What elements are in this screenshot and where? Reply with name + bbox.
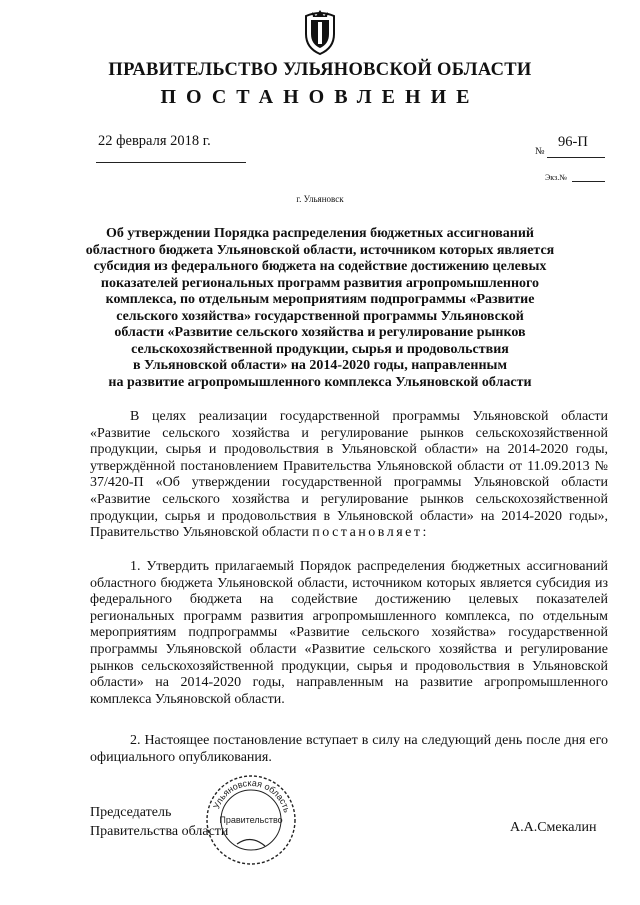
copy-number-underline [572,181,605,182]
official-seal [203,772,299,868]
document-type-heading: ПОСТАНОВЛЕНИЕ [160,86,480,108]
city-label: г. Ульяновск [296,194,344,204]
title-line: области «Развитие сельского хозяйства и регулирование рынков [114,325,526,340]
preamble-text: В целях реализации государственной программы Ульяновской области «Развитие сельского хозяйства и регулирование рынков сельскохозяйственной продукции, сырья и продовольствия в Ульяновской области» на 2014-2020 годы, утверждённой постановлением Правительства Ульяновской области от 11.09.2013 № 37/420-П «Об утверждении государственной программы Ульяновской области «Развитие сельского хозяйства и регулирование рынков сельскохозяйственной продукции, сырья и продовольствия в Ульяновской области» на 2014-2020 годы», Правительство Ульяновской области [90,409,608,541]
number-sign: № [535,146,545,157]
title-line: сельского хозяйства» государственной программы Ульяновской [116,308,524,324]
svg-text:Правительство: Правительство [219,815,283,825]
title-line: Об утверждении Порядка распределения бюджетных ассигнований [106,226,534,241]
signatory-name: А.А.Смекалин [510,820,597,835]
government-heading: ПРАВИТЕЛЬСТВО УЛЬЯНОВСКОЙ ОБЛАСТИ [108,60,532,80]
document-number: 96-П [558,134,588,150]
title-line: областного бюджета Ульяновской области, источником которых является [85,242,555,258]
title-line: в Ульяновской области» на 2014-2020 годы, направленным [133,358,507,373]
copy-number-label: Экз.№ [545,173,567,182]
document-date: 22 февраля 2018 г. [98,133,211,149]
resolution-title [60,226,580,391]
date-underline [96,162,246,163]
title-line: комплекса, по отдельным мероприятиям подпрограммы «Развитие [105,292,535,307]
item-2-paragraph: 2. Настоящее постановление вступает в силу на следующий день после дня его официального опубликования. [90,733,608,765]
signatory-title-line-2: Правительства области [90,824,229,839]
resolves-word: постановляет: [312,525,429,541]
preamble-paragraph [90,409,608,542]
title-line: показателей региональных программ развития агропромышленного [100,275,540,291]
item-1-paragraph: 1. Утвердить прилагаемый Порядок распределения бюджетных ассигнований областного бюджета Ульяновской области, источником которых является субсидия из федерального бюджета на содействие достижению целевых показателей региональных программ развития агропромышленного комплекса, по отдельным мероприятиям подпрограммы «Развитие сельского хозяйства» государственной программы Ульяновской области «Развитие сельского хозяйства и регулирование рынков сельскохозяйственной продукции, сырья и продовольствия в Ульяновской области» на 2014-2020 годы, направленным на развитие агропромышленного комплекса Ульяновской области. [90,559,608,707]
title-line: сельскохозяйственной продукции, сырья и продовольствия [131,341,509,357]
title-line: субсидия из федерального бюджета на содействие достижению целевых [93,259,547,274]
title-line: на развитие агропромышленного комплекса Ульяновской области [108,374,532,390]
number-underline [547,157,605,158]
svg-text:Ульяновская область: Ульяновская область [211,777,293,814]
coat-of-arms-emblem [302,8,338,56]
signatory-title-line-1: Председатель [90,805,172,820]
